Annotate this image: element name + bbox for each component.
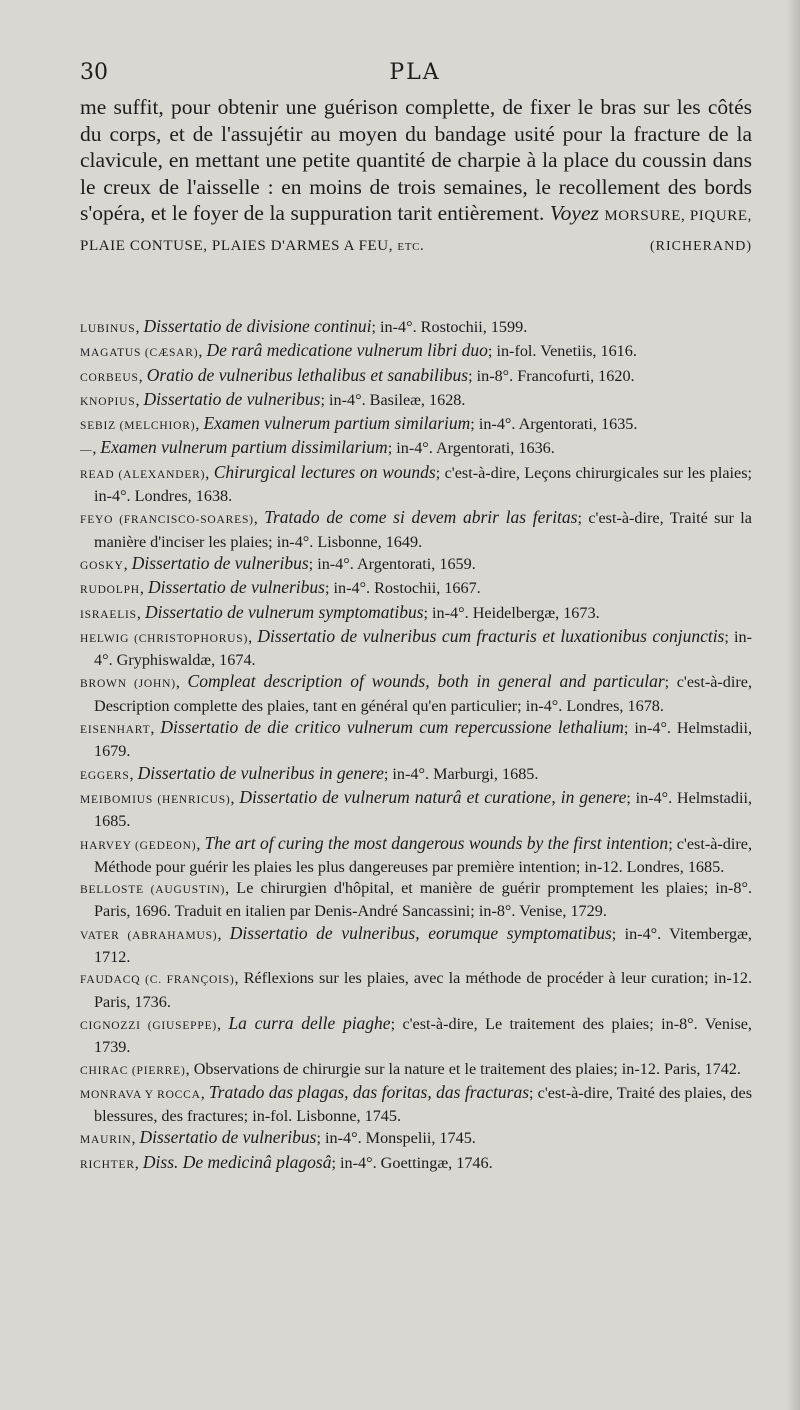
entry-author: HARVEY (GEDEON) xyxy=(80,839,197,852)
bibliography-entry xyxy=(80,878,752,923)
entry-title: Dissertatio de die critico vulnerum cum repercussione lethalium xyxy=(160,717,624,738)
entry-separator: , xyxy=(92,439,101,458)
bibliography-entry xyxy=(80,437,752,461)
entry-separator: , xyxy=(248,627,258,646)
entry-separator: , xyxy=(217,1014,229,1033)
bibliography-entry xyxy=(80,717,752,763)
page-header xyxy=(80,60,750,90)
entry-details: ; in-4°. Helmstadii, 1685. xyxy=(94,788,753,831)
entry-author: KNOPIUS xyxy=(80,395,136,408)
entry-title: The art of curing the most dangerous wounds by the first intention xyxy=(204,832,669,853)
entry-author: EISENHART xyxy=(80,724,151,737)
entry-author: — xyxy=(80,444,93,457)
entry-author: READ (ALEXANDER) xyxy=(80,468,206,481)
entry-author: LUBINUS xyxy=(80,323,136,335)
see-label: Voyez xyxy=(549,201,599,225)
entry-author: CORBEUS xyxy=(80,371,139,384)
running-title: PLA xyxy=(389,60,441,85)
bibliography-entry xyxy=(80,626,752,672)
bibliography-entry xyxy=(80,602,752,626)
page-edge-shadow xyxy=(786,0,800,1410)
entry-separator: , xyxy=(196,834,205,853)
entry-title: Examen vulnerum partium similarium xyxy=(203,413,471,434)
entry-details: ; c'est-à-dire, Traité sur la manière d'inciser les plaies; in-4°. Lisbonne, 1649. xyxy=(94,509,752,551)
entry-title: Tratado das plagas, das foritas, das fracturas xyxy=(208,1081,530,1102)
bibliography-entry xyxy=(80,923,752,969)
bibliography-entry xyxy=(80,389,752,413)
entry-author: FEYO (FRANCISCO-SOARES) xyxy=(80,514,254,527)
entry-title: Dissertatio de vulneribus cum fracturis et luxationibus conjunctis xyxy=(257,625,725,646)
entry-author: SEBIZ (MELCHIOR) xyxy=(80,420,196,433)
bibliography-entry xyxy=(80,462,752,508)
entry-separator: , xyxy=(139,579,149,598)
entry-separator: , xyxy=(135,390,144,409)
entry-separator: , xyxy=(253,509,265,528)
entry-author: MAGATUS (CÆSAR) xyxy=(80,347,199,360)
entry-details: ; c'est-à-dire, Le traitement des plaies; in-8°. Venise, 1739. xyxy=(94,1014,752,1057)
entry-separator: , xyxy=(131,1129,140,1148)
entry-separator: , xyxy=(175,673,188,692)
entry-title: Examen vulnerum partium dissimilarium xyxy=(100,437,388,458)
entry-title: Compleat description of wounds, both in general and particular xyxy=(187,671,665,692)
bibliography-entry xyxy=(80,507,752,553)
entry-details: ; in-4°. Heidelbergæ, 1673. xyxy=(423,603,600,622)
bibliography-entry xyxy=(80,968,752,1013)
entry-title: Dissertatio de vulnerum symptomatibus xyxy=(144,601,424,622)
entry-details: ; in-4°. Argentorati, 1636. xyxy=(387,439,555,458)
entry-title: Diss. De medicinâ plagosâ xyxy=(142,1151,332,1172)
entry-author: CHIRAC (PIERRE) xyxy=(80,1064,186,1077)
entry-separator: , xyxy=(198,342,207,361)
entry-separator: , xyxy=(150,719,161,738)
entry-details: ; in-4°. Rostochii, 1667. xyxy=(324,579,481,598)
entry-author: ISRAELIS xyxy=(80,608,137,621)
article-conclusion xyxy=(80,94,752,260)
entry-author: RUDOLPH xyxy=(80,584,140,597)
entry-details: ; c'est-à-dire, Méthode pour guérir les plaies les plus dangereuses par première intention; in-12. Londres, 1685. xyxy=(94,834,753,876)
bibliography-list xyxy=(80,316,752,1176)
entry-author: FAUDACQ (C. FRANÇOIS) xyxy=(80,974,235,987)
entry-details: ; c'est-à-dire, Leçons chirurgicales sur les plaies; in-4°. Londres, 1638. xyxy=(94,463,753,506)
entry-title: Chirurgical lectures on wounds xyxy=(213,461,436,482)
entry-title: Dissertatio de divisione continui xyxy=(143,316,372,336)
entry-separator: , xyxy=(230,788,240,807)
page-number: 30 xyxy=(80,60,108,85)
entry-details: , Le chirurgien d'hôpital, et manière de guérir promptement les plaies; in-8°. Paris, 1696. Traduit en italien par Denis-André Sancassini; in-8°. Venise, 1729. xyxy=(94,879,752,921)
bibliography-entry xyxy=(80,833,752,879)
bibliography-entry xyxy=(80,577,752,601)
entry-title: Tratado de come si devem abrir las feritas xyxy=(264,507,578,528)
entry-title: Dissertatio de vulneribus in genere xyxy=(137,762,384,783)
bibliography-entry xyxy=(80,1082,752,1128)
entry-details: ; in-4°. Rostochii, 1599. xyxy=(371,318,528,336)
entry-separator: , xyxy=(217,924,230,943)
entry-separator: , xyxy=(205,463,214,482)
bibliography-entry xyxy=(80,1152,752,1176)
bibliography-entry xyxy=(80,316,752,340)
entry-details: ; in-4°. Argentorati, 1659. xyxy=(308,554,476,573)
entry-separator: , xyxy=(134,1153,143,1172)
entry-title: Dissertatio de vulneribus xyxy=(143,388,321,409)
entry-details: ; in-4°. Helmstadii, 1679. xyxy=(94,719,752,761)
entry-title: Dissertatio de vulnerum naturâ et curatione, in genere xyxy=(239,786,627,807)
bibliography-entry xyxy=(80,1127,752,1151)
entry-separator: , xyxy=(138,366,147,385)
entry-author: MONRAVA Y ROCCA xyxy=(80,1088,201,1101)
entry-details: ; in-8°. Francofurti, 1620. xyxy=(468,366,635,385)
entry-title: Oratio de vulneribus lethalibus et sanabilibus xyxy=(146,364,469,385)
author-signature: (RICHERAND) xyxy=(650,238,752,254)
entry-details: ; in-4°. Marburgi, 1685. xyxy=(383,764,539,783)
bibliography-entry xyxy=(80,413,752,437)
bibliography-entry xyxy=(80,340,752,364)
entry-details: ; in-4°. Vitembergæ, 1712. xyxy=(94,924,752,967)
bibliography-entry xyxy=(80,763,752,787)
entry-separator: , xyxy=(136,603,145,622)
entry-title: Dissertatio de vulneribus, eorumque symptomatibus xyxy=(229,922,612,943)
entry-separator: , xyxy=(135,318,144,336)
entry-details: ; in-4°. Argentorati, 1635. xyxy=(470,415,638,434)
entry-details: ; in-4°. Goettingæ, 1746. xyxy=(331,1153,493,1172)
entry-author: MEIBOMIUS (HENRICUS) xyxy=(80,793,231,806)
entry-author: MAURIN xyxy=(80,1134,132,1147)
entry-details: ; c'est-à-dire, Traité des plaies, des blessures, des fractures; in-fol. Lisbonne, 1745. xyxy=(94,1083,752,1126)
entry-author: RICHTER xyxy=(80,1158,135,1171)
bibliography-entry xyxy=(80,671,752,717)
bibliography-entry xyxy=(80,1013,752,1059)
entry-separator: , xyxy=(195,415,204,434)
entry-author: GOSKY xyxy=(80,559,124,572)
entry-title: Dissertatio de vulneribus xyxy=(131,552,309,573)
entry-title: Dissertatio de vulneribus xyxy=(148,577,325,598)
bibliography-entry xyxy=(80,365,752,389)
entry-author: CIGNOZZI (GIUSEPPE) xyxy=(80,1019,218,1032)
entry-author: EGGERS xyxy=(80,769,130,782)
entry-author: BELLOSTE (AUGUSTIN) xyxy=(80,884,226,897)
bibliography-entry xyxy=(80,787,752,833)
entry-details: ; in-4°. Basileæ, 1628. xyxy=(320,390,466,409)
entry-details: ; c'est-à-dire, Description complette des plaies, tant en général qu'en particulier; in-4°. Londres, 1678. xyxy=(94,673,752,715)
bibliography-entry xyxy=(80,553,752,577)
entry-details: ; in-4°. Monspelii, 1745. xyxy=(316,1129,476,1148)
bibliography-entry xyxy=(80,1059,752,1082)
entry-details: ; in-fol. Venetiis, 1616. xyxy=(487,342,637,361)
entry-separator: , xyxy=(200,1083,209,1102)
entry-author: HELWIG (CHRISTOPHORUS) xyxy=(80,632,249,645)
prose-text: me suffit, pour obtenir une guérison complette, de fixer le bras sur les côtés du corps, et de l'assujétir au moyen du bandage usité pour la fracture de la clavicule, en mettant une petite quantité de charpie à la place du coussin dans le creux de l'aisselle : en moins de trois semaines, le recollement des bords s'opéra, et le foyer de la suppuration tarit entièrement. xyxy=(80,95,752,225)
entry-details: , Réflexions sur les plaies, avec la méthode de procéder à leur curation; in-12. Paris, 1736. xyxy=(94,969,752,1011)
entry-details: ; in-4°. Gryphiswaldæ, 1674. xyxy=(94,627,753,670)
entry-title: De rarâ medicatione vulnerum libri duo xyxy=(206,340,488,361)
entry-title: La curra delle piaghe xyxy=(228,1012,391,1033)
entry-author: BROWN (JOHN) xyxy=(80,678,176,691)
entry-details: , Observations de chirurgie sur la nature et le traitement des plaies; in-12. Paris, 1742. xyxy=(185,1059,741,1078)
entry-separator: , xyxy=(129,764,138,783)
entry-separator: , xyxy=(123,554,132,573)
entry-author: VATER (ABRAHAMUS) xyxy=(80,929,218,942)
entry-title: Dissertatio de vulneribus xyxy=(139,1127,317,1148)
see-references: MORSURE, PIQURE, PLAIE CONTUSE, PLAIES D'ARMES A FEU, etc. xyxy=(80,208,752,254)
